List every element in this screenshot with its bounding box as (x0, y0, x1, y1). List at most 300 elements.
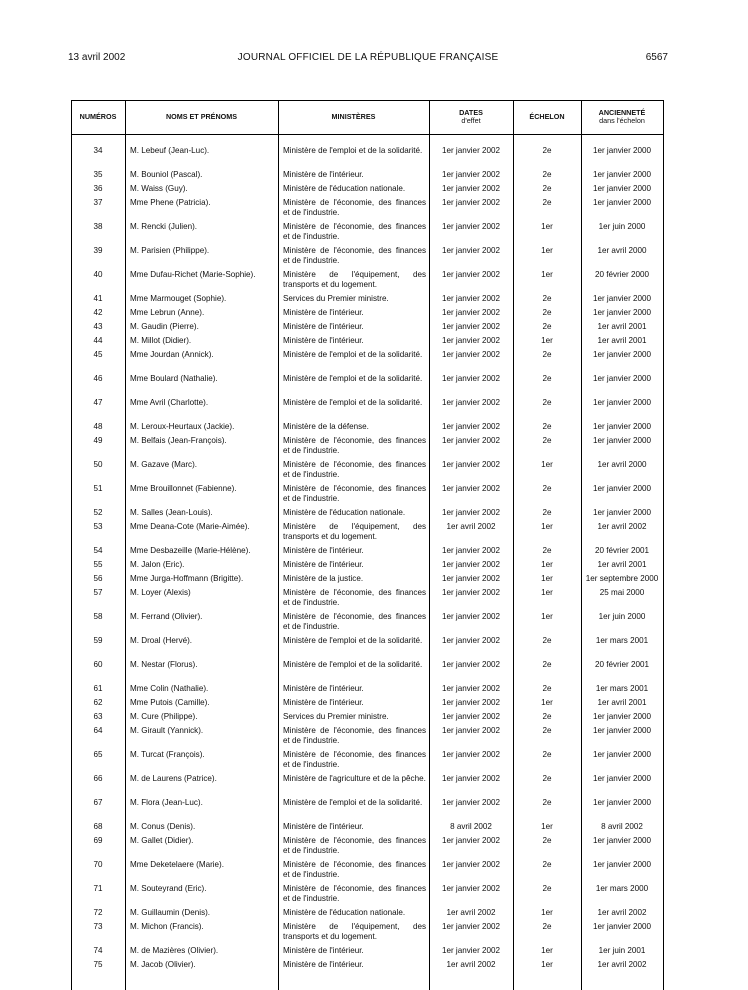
row-seniority: 8 avril 2002 (601, 822, 643, 831)
row-effective-date: 1er janvier 2002 (441, 560, 501, 569)
row-echelon: 1er (541, 612, 553, 621)
row-seniority: 1er janvier 2000 (592, 198, 652, 207)
table-row (71, 222, 663, 246)
row-name: M. Loyer (Alexis) (130, 588, 191, 597)
row-seniority: 1er janvier 2000 (592, 184, 652, 193)
row-name: M. Droal (Hervé). (130, 636, 193, 645)
row-seniority: 1er mars 2001 (595, 684, 649, 693)
table-row (71, 908, 663, 922)
row-seniority: 1er avril 2002 (597, 908, 647, 917)
row-seniority: 1er avril 2001 (597, 698, 647, 707)
row-ministry: Ministère de l'emploi et de la solidarité. (283, 146, 423, 155)
row-number: 44 (93, 336, 103, 345)
row-name: M. Nestar (Florus). (130, 660, 198, 669)
row-echelon: 2e (542, 684, 552, 693)
row-ministry: Ministère de l'éducation nationale. (283, 508, 406, 517)
row-ministry: Ministère de la justice. (283, 574, 364, 583)
row-effective-date: 1er janvier 2002 (441, 546, 501, 555)
row-seniority: 1er mars 2000 (595, 884, 649, 893)
row-number: 53 (93, 522, 103, 531)
row-name: Mme Marmouget (Sophie). (130, 294, 227, 303)
table-right-rule (663, 100, 664, 990)
row-echelon: 1er (541, 822, 553, 831)
row-seniority: 1er janvier 2000 (592, 170, 652, 179)
row-number: 43 (93, 322, 103, 331)
row-seniority: 1er janvier 2000 (592, 774, 652, 783)
row-ministry: Ministère de l'intérieur. (283, 546, 364, 555)
row-seniority: 20 février 2001 (595, 546, 649, 555)
row-name: M. Millot (Didier). (130, 336, 192, 345)
row-echelon: 1er (541, 574, 553, 583)
row-echelon: 2e (542, 750, 552, 759)
row-seniority: 1er avril 2001 (597, 322, 647, 331)
table-row (71, 170, 663, 184)
row-echelon: 2e (542, 546, 552, 555)
row-name: M. Girault (Yannick). (130, 726, 204, 735)
table-row (71, 822, 663, 836)
table-row (71, 294, 663, 308)
row-ministry: Ministère de l'économie, des finances et de l'industrie. (283, 750, 426, 769)
column-header-anciennete-sub: dans l'échelon (599, 116, 645, 125)
row-seniority: 1er janvier 2000 (592, 436, 652, 445)
row-echelon: 1er (541, 246, 553, 255)
row-name: M. Jacob (Olivier). (130, 960, 196, 969)
page-header (68, 52, 668, 66)
row-ministry: Ministère de l'intérieur. (283, 684, 364, 693)
row-echelon: 2e (542, 798, 552, 807)
page-number: 6567 (645, 52, 668, 63)
table-row (71, 146, 663, 170)
row-name: M. Belfais (Jean-François). (130, 436, 227, 445)
row-name: M. de Mazières (Olivier). (130, 946, 219, 955)
row-ministry: Services du Premier ministre. (283, 712, 389, 721)
row-name: Mme Putois (Camille). (130, 698, 210, 707)
row-ministry: Ministère de l'économie, des finances et de l'industrie. (283, 884, 426, 903)
table-row (71, 588, 663, 612)
row-name: Mme Deana-Cote (Marie-Aimée). (130, 522, 250, 531)
table-row (71, 750, 663, 774)
row-seniority: 1er janvier 2000 (592, 860, 652, 869)
row-effective-date: 1er janvier 2002 (441, 308, 501, 317)
row-effective-date: 1er janvier 2002 (441, 374, 501, 383)
row-effective-date: 1er janvier 2002 (441, 246, 501, 255)
row-ministry: Ministère de l'intérieur. (283, 560, 364, 569)
table-row (71, 684, 663, 698)
row-ministry: Ministère de l'équipement, des transports et du logement. (283, 522, 426, 541)
row-seniority: 1er juin 2000 (598, 222, 646, 231)
row-number: 47 (93, 398, 103, 407)
row-number: 63 (93, 712, 103, 721)
row-name: Mme Deketelaere (Marie). (130, 860, 225, 869)
table-row (71, 726, 663, 750)
row-echelon: 2e (542, 184, 552, 193)
row-name: M. Leroux-Heurtaux (Jackie). (130, 422, 235, 431)
row-number: 42 (93, 308, 103, 317)
row-echelon: 2e (542, 350, 552, 359)
row-seniority: 1er janvier 2000 (592, 374, 652, 383)
row-number: 49 (93, 436, 103, 445)
row-number: 58 (93, 612, 103, 621)
row-effective-date: 1er janvier 2002 (441, 508, 501, 517)
row-number: 61 (93, 684, 103, 693)
table-row (71, 322, 663, 336)
table-row (71, 636, 663, 660)
row-effective-date: 1er janvier 2002 (441, 270, 501, 279)
row-echelon: 2e (542, 374, 552, 383)
row-ministry: Ministère de l'emploi et de la solidarité. (283, 636, 423, 645)
row-effective-date: 1er janvier 2002 (441, 726, 501, 735)
row-seniority: 1er mars 2001 (595, 636, 649, 645)
row-effective-date: 1er janvier 2002 (441, 636, 501, 645)
row-ministry: Ministère de l'emploi et de la solidarité. (283, 374, 423, 383)
row-number: 52 (93, 508, 103, 517)
row-effective-date: 1er janvier 2002 (441, 336, 501, 345)
row-number: 48 (93, 422, 103, 431)
table-row (71, 946, 663, 960)
row-number: 34 (93, 146, 103, 155)
row-number: 40 (93, 270, 103, 279)
table-row (71, 508, 663, 522)
row-seniority: 1er janvier 2000 (592, 508, 652, 517)
row-echelon: 2e (542, 660, 552, 669)
row-seniority: 1er septembre 2000 (585, 574, 659, 583)
row-ministry: Ministère de l'emploi et de la solidarité. (283, 398, 423, 407)
row-seniority: 1er juin 2001 (598, 946, 646, 955)
row-name: M. Cure (Philippe). (130, 712, 198, 721)
row-seniority: 1er janvier 2000 (592, 798, 652, 807)
row-effective-date: 1er janvier 2002 (441, 660, 501, 669)
row-effective-date: 1er janvier 2002 (441, 222, 501, 231)
row-ministry: Ministère de l'intérieur. (283, 322, 364, 331)
table-row (71, 922, 663, 946)
row-number: 69 (93, 836, 103, 845)
row-seniority: 1er janvier 2000 (592, 294, 652, 303)
row-number: 50 (93, 460, 103, 469)
row-effective-date: 1er janvier 2002 (441, 612, 501, 621)
row-ministry: Ministère de la défense. (283, 422, 369, 431)
row-number: 54 (93, 546, 103, 555)
table-row (71, 198, 663, 222)
table-row (71, 884, 663, 908)
row-effective-date: 1er janvier 2002 (441, 836, 501, 845)
table-row (71, 460, 663, 484)
row-echelon: 2e (542, 436, 552, 445)
row-name: M. de Laurens (Patrice). (130, 774, 217, 783)
row-effective-date: 1er janvier 2002 (441, 350, 501, 359)
row-ministry: Ministère de l'intérieur. (283, 698, 364, 707)
row-seniority: 1er avril 2002 (597, 522, 647, 531)
row-name: Mme Desbazeille (Marie-Hélène). (130, 546, 251, 555)
row-number: 56 (93, 574, 103, 583)
row-name: M. Lebeuf (Jean-Luc). (130, 146, 210, 155)
row-ministry: Ministère de l'économie, des finances et de l'industrie. (283, 246, 426, 265)
row-name: Mme Dufau-Richet (Marie-Sophie). (130, 270, 256, 279)
row-seniority: 1er avril 2002 (597, 960, 647, 969)
row-number: 73 (93, 922, 103, 931)
row-effective-date: 1er janvier 2002 (441, 198, 501, 207)
table-row (71, 308, 663, 322)
row-number: 45 (93, 350, 103, 359)
row-effective-date: 1er janvier 2002 (441, 712, 501, 721)
row-seniority: 1er avril 2001 (597, 560, 647, 569)
row-echelon: 2e (542, 484, 552, 493)
row-echelon: 1er (541, 588, 553, 597)
table-row (71, 350, 663, 374)
row-effective-date: 1er janvier 2002 (441, 798, 501, 807)
row-name: M. Rencki (Julien). (130, 222, 198, 231)
row-echelon: 1er (541, 698, 553, 707)
row-echelon: 2e (542, 146, 552, 155)
row-echelon: 2e (542, 198, 552, 207)
table-row (71, 484, 663, 508)
row-seniority: 25 mai 2000 (599, 588, 645, 597)
row-echelon: 1er (541, 560, 553, 569)
row-effective-date: 1er janvier 2002 (441, 860, 501, 869)
row-effective-date: 1er janvier 2002 (441, 574, 501, 583)
row-name: Mme Avril (Charlotte). (130, 398, 209, 407)
row-name: M. Parisien (Philippe). (130, 246, 210, 255)
column-header-num: NUMÉROS (79, 112, 117, 121)
row-number: 65 (93, 750, 103, 759)
row-ministry: Ministère de l'emploi et de la solidarité. (283, 798, 423, 807)
table-row (71, 184, 663, 198)
row-name: Mme Brouillonnet (Fabienne). (130, 484, 237, 493)
row-effective-date: 1er janvier 2002 (441, 398, 501, 407)
row-ministry: Ministère de l'éducation nationale. (283, 184, 406, 193)
row-echelon: 2e (542, 774, 552, 783)
row-name: M. Jalon (Eric). (130, 560, 185, 569)
row-effective-date: 1er janvier 2002 (441, 422, 501, 431)
row-ministry: Ministère de l'économie, des finances et de l'industrie. (283, 612, 426, 631)
row-echelon: 2e (542, 636, 552, 645)
row-echelon: 1er (541, 336, 553, 345)
row-seniority: 1er janvier 2000 (592, 308, 652, 317)
table-row (71, 698, 663, 712)
row-seniority: 1er avril 2001 (597, 336, 647, 345)
row-effective-date: 1er janvier 2002 (441, 684, 501, 693)
row-name: Mme Colin (Nathalie). (130, 684, 209, 693)
table-row (71, 798, 663, 822)
appointments-table (71, 100, 663, 990)
row-effective-date: 1er janvier 2002 (441, 184, 501, 193)
row-name: M. Michon (Francis). (130, 922, 204, 931)
row-number: 36 (93, 184, 103, 193)
row-ministry: Ministère de l'intérieur. (283, 336, 364, 345)
row-ministry: Ministère de l'agriculture et de la pêche. (283, 774, 426, 783)
row-name: M. Gaudin (Pierre). (130, 322, 199, 331)
row-ministry: Ministère de l'intérieur. (283, 308, 364, 317)
row-number: 57 (93, 588, 103, 597)
table-row (71, 612, 663, 636)
row-number: 64 (93, 726, 103, 735)
row-name: M. Conus (Denis). (130, 822, 196, 831)
row-name: M. Bouniol (Pascal). (130, 170, 203, 179)
row-echelon: 2e (542, 508, 552, 517)
row-seniority: 1er janvier 2000 (592, 484, 652, 493)
row-seniority: 1er avril 2000 (597, 246, 647, 255)
row-effective-date: 1er janvier 2002 (441, 322, 501, 331)
row-echelon: 1er (541, 522, 553, 531)
row-number: 46 (93, 374, 103, 383)
row-echelon: 1er (541, 460, 553, 469)
table-body (71, 146, 663, 974)
row-number: 66 (93, 774, 103, 783)
row-ministry: Ministère de l'économie, des finances et de l'industrie. (283, 198, 426, 217)
row-seniority: 20 février 2001 (595, 660, 649, 669)
row-name: M. Souteyrand (Eric). (130, 884, 207, 893)
table-row (71, 860, 663, 884)
table-row (71, 660, 663, 684)
row-seniority: 20 février 2000 (595, 270, 649, 279)
row-ministry: Ministère de l'emploi et de la solidarité. (283, 350, 423, 359)
row-ministry: Ministère de l'emploi et de la solidarité. (283, 660, 423, 669)
issue-date: 13 avril 2002 (68, 52, 126, 63)
row-number: 51 (93, 484, 103, 493)
table-row (71, 560, 663, 574)
row-ministry: Ministère de l'économie, des finances et de l'industrie. (283, 222, 426, 241)
row-echelon: 1er (541, 270, 553, 279)
table-row (71, 836, 663, 860)
row-ministry: Ministère de l'économie, des finances et de l'industrie. (283, 460, 426, 479)
row-effective-date: 1er janvier 2002 (441, 170, 501, 179)
row-name: M. Gallet (Didier). (130, 836, 194, 845)
row-seniority: 1er janvier 2000 (592, 146, 652, 155)
row-name: Mme Phene (Patricia). (130, 198, 211, 207)
row-name: Mme Jurga-Hoffmann (Brigitte). (130, 574, 244, 583)
row-ministry: Ministère de l'économie, des finances et de l'industrie. (283, 860, 426, 879)
row-ministry: Ministère de l'intérieur. (283, 960, 364, 969)
row-name: Mme Jourdan (Annick). (130, 350, 214, 359)
row-echelon: 2e (542, 712, 552, 721)
column-header-dates: DATES d'effet (459, 108, 483, 125)
row-seniority: 1er avril 2000 (597, 460, 647, 469)
row-ministry: Ministère de l'économie, des finances et de l'industrie. (283, 726, 426, 745)
row-number: 72 (93, 908, 103, 917)
column-header-anciennete: ANCIENNETÉ dans l'échelon (598, 108, 646, 125)
row-ministry: Ministère de l'équipement, des transports et du logement. (283, 922, 426, 941)
row-name: M. Ferrand (Olivier). (130, 612, 203, 621)
row-name: M. Salles (Jean-Louis). (130, 508, 213, 517)
row-echelon: 2e (542, 170, 552, 179)
row-ministry: Ministère de l'économie, des finances et de l'industrie. (283, 436, 426, 455)
row-effective-date: 1er janvier 2002 (441, 484, 501, 493)
row-ministry: Services du Premier ministre. (283, 294, 389, 303)
row-echelon: 2e (542, 726, 552, 735)
table-row (71, 574, 663, 588)
column-header-echelon: ÉCHELON (529, 112, 565, 121)
row-echelon: 1er (541, 222, 553, 231)
row-effective-date: 1er janvier 2002 (441, 436, 501, 445)
row-number: 67 (93, 798, 103, 807)
row-number: 37 (93, 198, 103, 207)
row-effective-date: 1er janvier 2002 (441, 922, 501, 931)
table-row (71, 522, 663, 546)
row-number: 71 (93, 884, 103, 893)
row-effective-date: 1er janvier 2002 (441, 884, 501, 893)
column-header-ministries: MINISTÈRES (331, 112, 376, 121)
row-echelon: 2e (542, 322, 552, 331)
row-seniority: 1er janvier 2000 (592, 422, 652, 431)
row-number: 75 (93, 960, 103, 969)
row-echelon: 2e (542, 294, 552, 303)
row-number: 55 (93, 560, 103, 569)
row-number: 35 (93, 170, 103, 179)
table-row (71, 270, 663, 294)
table-row (71, 436, 663, 460)
row-echelon: 2e (542, 398, 552, 407)
row-effective-date: 1er janvier 2002 (441, 460, 501, 469)
header-bottom-rule (71, 134, 663, 135)
row-number: 60 (93, 660, 103, 669)
row-name: M. Flora (Jean-Luc). (130, 798, 203, 807)
row-seniority: 1er janvier 2000 (592, 922, 652, 931)
row-name: Mme Lebrun (Anne). (130, 308, 205, 317)
row-number: 68 (93, 822, 103, 831)
row-seniority: 1er janvier 2000 (592, 726, 652, 735)
row-effective-date: 1er avril 2002 (446, 908, 496, 917)
row-effective-date: 1er janvier 2002 (441, 750, 501, 759)
row-number: 59 (93, 636, 103, 645)
table-row (71, 774, 663, 798)
row-number: 74 (93, 946, 103, 955)
table-row (71, 398, 663, 422)
row-echelon: 1er (541, 946, 553, 955)
row-ministry: Ministère de l'économie, des finances et de l'industrie. (283, 484, 426, 503)
row-effective-date: 1er janvier 2002 (441, 588, 501, 597)
row-number: 41 (93, 294, 103, 303)
row-name: M. Guillaumin (Denis). (130, 908, 211, 917)
table-row (71, 712, 663, 726)
row-number: 62 (93, 698, 103, 707)
row-effective-date: 1er janvier 2002 (441, 294, 501, 303)
row-echelon: 2e (542, 308, 552, 317)
table-row (71, 374, 663, 398)
table-row (71, 546, 663, 560)
row-ministry: Ministère de l'intérieur. (283, 946, 364, 955)
row-number: 38 (93, 222, 103, 231)
row-effective-date: 1er avril 2002 (446, 960, 496, 969)
row-effective-date: 1er janvier 2002 (441, 698, 501, 707)
row-number: 39 (93, 246, 103, 255)
table-row (71, 422, 663, 436)
row-number: 70 (93, 860, 103, 869)
row-seniority: 1er janvier 2000 (592, 350, 652, 359)
row-effective-date: 1er janvier 2002 (441, 146, 501, 155)
row-echelon: 2e (542, 922, 552, 931)
row-ministry: Ministère de l'intérieur. (283, 170, 364, 179)
row-seniority: 1er janvier 2000 (592, 712, 652, 721)
row-effective-date: 1er janvier 2002 (441, 774, 501, 783)
row-echelon: 1er (541, 908, 553, 917)
row-name: M. Gazave (Marc). (130, 460, 198, 469)
row-seniority: 1er janvier 2000 (592, 836, 652, 845)
column-header-names: NOMS ET PRÉNOMS (165, 112, 238, 121)
row-seniority: 1er janvier 2000 (592, 750, 652, 759)
row-echelon: 2e (542, 836, 552, 845)
row-seniority: 1er juin 2000 (598, 612, 646, 621)
row-name: Mme Boulard (Nathalie). (130, 374, 218, 383)
row-echelon: 2e (542, 422, 552, 431)
row-echelon: 2e (542, 884, 552, 893)
journal-title: JOURNAL OFFICIEL DE LA RÉPUBLIQUE FRANÇAISE (237, 52, 499, 63)
row-effective-date: 1er janvier 2002 (441, 946, 501, 955)
table-row (71, 336, 663, 350)
row-ministry: Ministère de l'économie, des finances et de l'industrie. (283, 588, 426, 607)
row-ministry: Ministère de l'économie, des finances et de l'industrie. (283, 836, 426, 855)
row-effective-date: 8 avril 2002 (450, 822, 492, 831)
row-ministry: Ministère de l'intérieur. (283, 822, 364, 831)
row-name: M. Waiss (Guy). (130, 184, 188, 193)
